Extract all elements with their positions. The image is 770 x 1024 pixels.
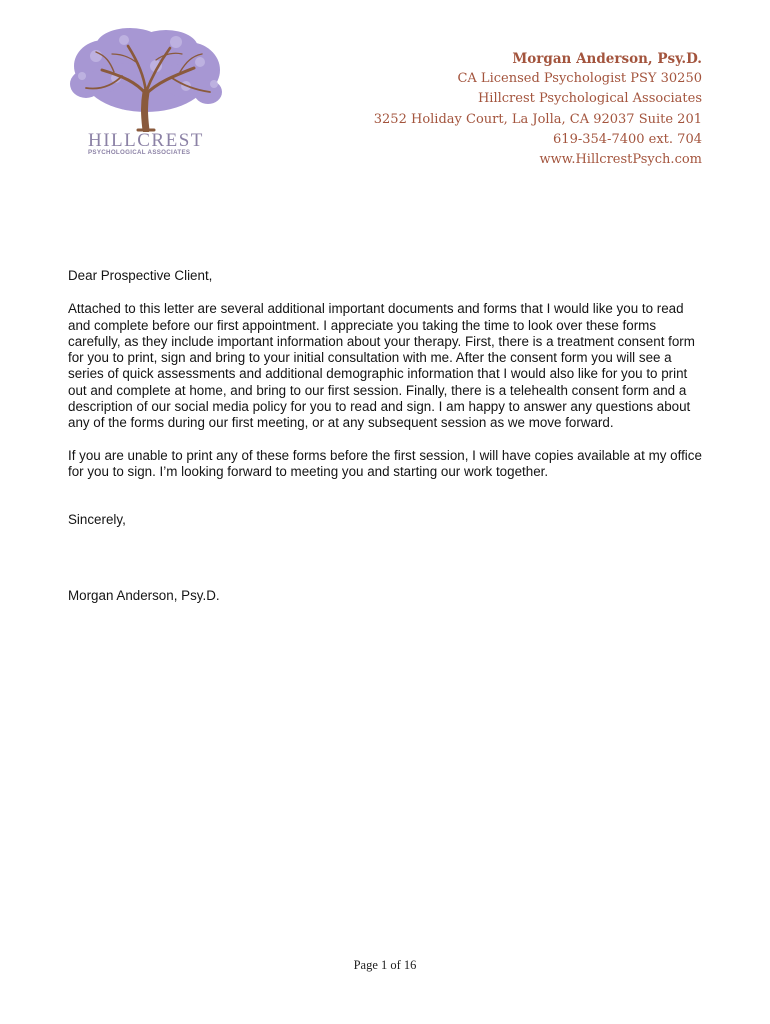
logo-wordmark: HILLCREST [88, 130, 204, 151]
logo-subtitle: PSYCHOLOGICAL ASSOCIATES [88, 149, 191, 156]
letter-body [68, 268, 708, 604]
signature: Morgan Anderson, Psy.D. [68, 587, 220, 603]
letterhead-address: 3252 Holiday Court, La Jolla, CA 92037 Suite 201 [373, 111, 702, 127]
letterhead-phone: 619-354-7400 ext. 704 [553, 131, 702, 147]
letterhead-website[interactable]: www.HillcrestPsych.com [539, 152, 702, 168]
letterhead [374, 49, 702, 170]
hillcrest-logo [66, 26, 226, 158]
closing: Sincerely, [68, 512, 126, 528]
page-number: Page 1 of 16 [353, 958, 417, 972]
letterhead-name: Morgan Anderson, Psy.D. [512, 51, 702, 67]
paragraph-1: Attached to this letter are several additional important documents and forms that I would like you to read and complete before our first appointment. I appreciate you taking the time to look over these forms carefully, as they include important information about your therapy. First, there is a treatment consent form for you to print, sign and bring to your initial consultation with me. After the consent form you will see a series of quick assessments and additional demographic information that I would also like for you to print out and complete at home, and bring to our first session. Finally, there is a telehealth consent form and a description of our social media policy for you to read and sign. I am happy to answer any questions about any of the forms during our first meeting, or at any subsequent session as we move forward. [68, 301, 695, 431]
letterhead-license: CA Licensed Psychologist PSY 30250 [457, 71, 702, 87]
tree-icon [66, 26, 226, 132]
paragraph-2: If you are unable to print any of these forms before the first session, I will have copies available at my office for you to sign. I’m looking forward to meeting you and starting our work together. [68, 447, 702, 479]
letterhead-practice: Hillcrest Psychological Associates [477, 91, 702, 107]
salutation: Dear Prospective Client, [68, 268, 213, 283]
